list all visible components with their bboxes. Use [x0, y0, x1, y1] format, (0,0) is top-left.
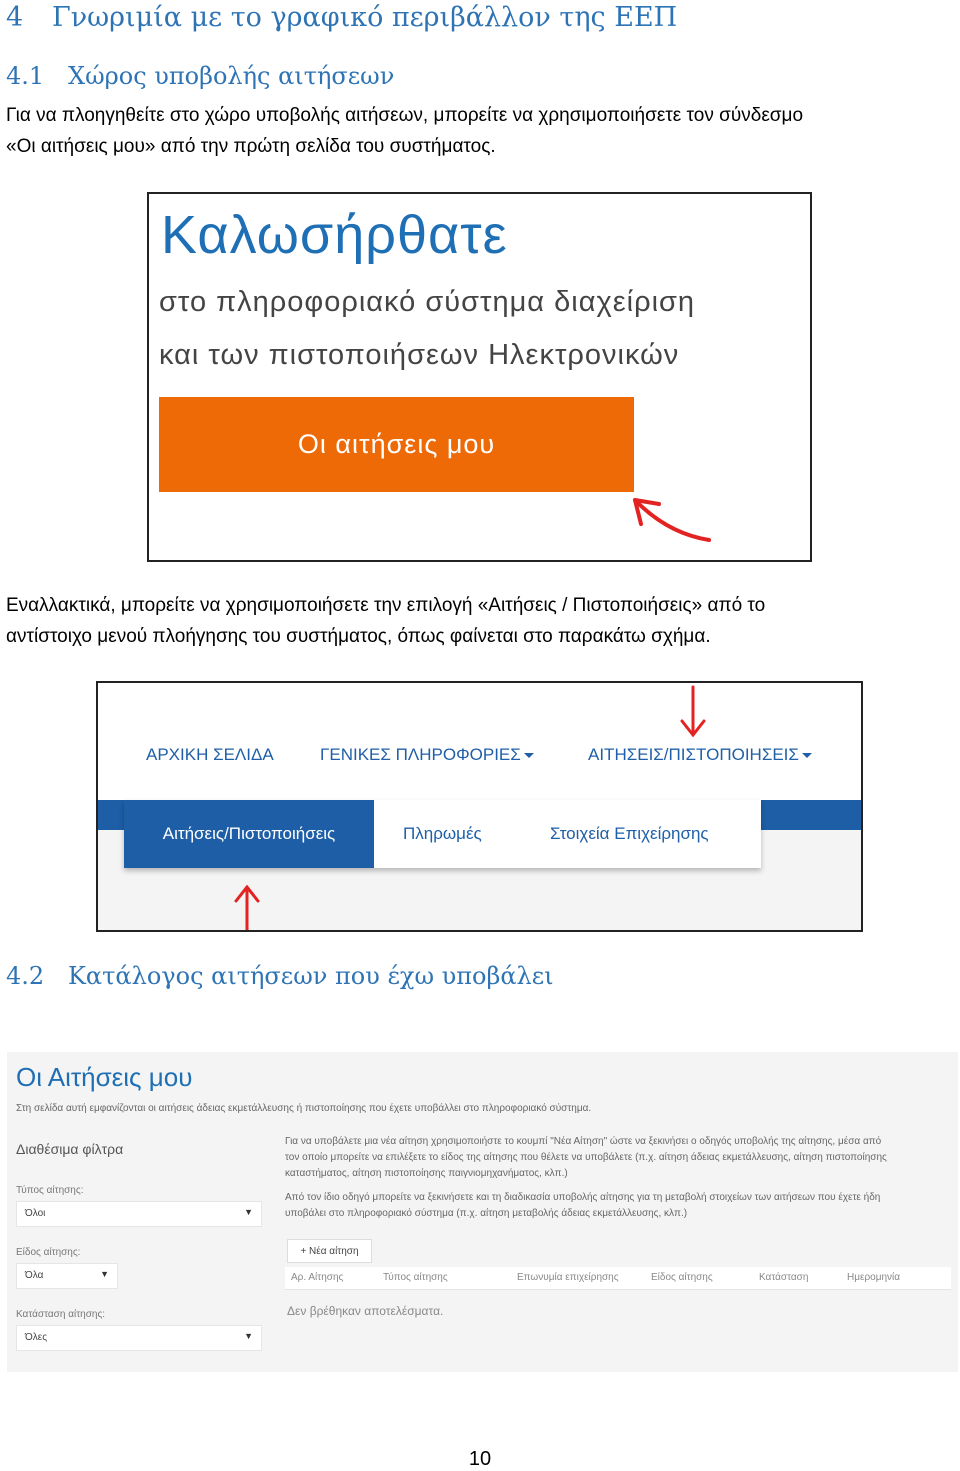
new-application-button[interactable]: + Νέα αίτηση: [287, 1239, 372, 1263]
filter-status-label: Κατάσταση αίτησης:: [16, 1309, 106, 1320]
navigation-screenshot: [96, 681, 863, 932]
red-down-arrow-icon: [678, 685, 708, 739]
section-title: Κατάλογος αιτήσεων που έχω υποβάλει: [68, 962, 554, 990]
nav-applications-menu[interactable]: [588, 745, 812, 765]
column-header[interactable]: Είδος αίτησης: [651, 1272, 713, 1283]
filters-heading: Διαθέσιμα φίλτρα: [16, 1141, 124, 1157]
nav-general-info-menu[interactable]: [320, 745, 534, 765]
section-number: 4: [6, 2, 24, 33]
dropdown-arrow-icon: ▼: [100, 1269, 109, 1279]
filter-type-label: Τύπος αίτησης:: [16, 1185, 84, 1196]
paragraph-line: Για να πλοηγηθείτε στο χώρο υποβολής αιτήσεων, μπορείτε να χρησιμοποιήσετε τον σύνδεσμο: [6, 105, 804, 126]
red-up-arrow-icon: [232, 885, 262, 932]
paragraph-line: αντίστοιχο μενού πλοήγησης του συστήματος, όπως φαίνεται στο παρακάτω σχήμα.: [6, 626, 711, 647]
tab-business-details[interactable]: Στοιχεία Επιχείρησης: [550, 824, 709, 843]
red-arrow-icon: [629, 494, 719, 554]
column-header[interactable]: Αρ. Αίτησης: [291, 1272, 344, 1283]
info-line: καταστήματος, αίτηση πιστοποίησης παιγνιομηχανήματος, κλπ.): [285, 1168, 568, 1179]
info-line: Για να υποβάλετε μια νέα αίτηση χρησιμοποιήστε το κουμπί "Νέα Αίτηση" ώστε να ξεκινήσει ο οδηγός υποβολής της αίτησης, μέσα από: [285, 1136, 882, 1147]
filter-kind-label: Είδος αίτησης:: [16, 1247, 81, 1258]
info-line: Από τον ίδιο οδηγό μπορείτε να ξεκινήσετε και τη διαδικασία υποβολής αίτησης για τη μεταβολή στοιχείων των αιτήσεων που έχετε ήδη: [285, 1192, 881, 1203]
applications-table-header: [285, 1267, 951, 1290]
column-header[interactable]: Ημερομηνία: [847, 1272, 901, 1283]
column-header[interactable]: Τύπος αίτησης: [383, 1272, 448, 1283]
my-applications-screenshot: [7, 1052, 958, 1372]
section-number: 4.2: [6, 962, 45, 990]
dropdown-arrow-icon: ▼: [244, 1207, 253, 1217]
info-line: υποβάλει στο πληροφοριακό σύστημα (π.χ. αίτηση μεταβολής άδειας εκμετάλλευσης, κλπ.): [285, 1208, 688, 1219]
info-new-application: [285, 1134, 951, 1182]
nav-general-info-label: ΓΕΝΙΚΕΣ ΠΛΗΡΟΦΟΡΙΕΣ: [320, 745, 521, 764]
section-title: Γνωριμία με το γραφικό περιβάλλον της ΕΕΠ: [52, 2, 678, 33]
info-line: τον οποίο μπορείτε να επιλέξετε το είδος της αίτησης που θέλετε να υποβάλετε (π.χ. αίτηση άδειας εκμετάλλευσης, αίτηση πιστοποίησης: [285, 1152, 887, 1163]
filter-kind-value: Όλα: [25, 1270, 44, 1281]
nav-applications-label: ΑΙΤΗΣΕΙΣ/ΠΙΣΤΟΠΟΙΗΣΕΙΣ: [588, 745, 799, 764]
column-header[interactable]: Επωνυμία επιχείρησης: [517, 1272, 619, 1283]
filter-type-select[interactable]: [16, 1201, 262, 1227]
filter-kind-select[interactable]: [16, 1263, 118, 1289]
nav-home-link[interactable]: ΑΡΧΙΚΗ ΣΕΛΙΔΑ: [146, 745, 274, 764]
tab-applications-certifications[interactable]: Αιτήσεις/Πιστοποιήσεις: [124, 800, 374, 868]
caret-down-icon: [524, 753, 534, 758]
welcome-subtitle-line2: και των πιστοποιήσεων Ηλεκτρονικών: [159, 339, 680, 371]
dropdown-arrow-icon: ▼: [244, 1331, 253, 1341]
welcome-subtitle-line1: στο πληροφοριακό σύστημα διαχείριση: [159, 286, 696, 318]
intro-paragraph: [6, 100, 954, 162]
empty-results-message: Δεν βρέθηκαν αποτελέσματα.: [287, 1304, 444, 1318]
my-applications-button[interactable]: Οι αιτήσεις μου: [159, 397, 634, 492]
section-heading-4: [6, 2, 677, 33]
filter-status-select[interactable]: [16, 1325, 262, 1351]
section-heading-4-1: [6, 62, 394, 90]
alternative-paragraph: [6, 590, 954, 652]
column-header[interactable]: Κατάσταση: [759, 1272, 809, 1283]
section-number: 4.1: [6, 62, 45, 90]
caret-down-icon: [802, 753, 812, 758]
submenu-tabs: [124, 800, 761, 868]
page-number: 10: [468, 1448, 492, 1470]
paragraph-line: «Οι αιτήσεις μου» από την πρώτη σελίδα του συστήματος.: [6, 136, 496, 157]
paragraph-line: Εναλλακτικά, μπορείτε να χρησιμοποιήσετε την επιλογή «Αιτήσεις / Πιστοποιήσεις» από το: [6, 595, 766, 616]
welcome-screenshot: [147, 192, 812, 562]
page-description: Στη σελίδα αυτή εμφανίζονται οι αιτήσεις άδειας εκμετάλλευσης ή πιστοποίησης που έχετε υποβάλλει στο πληροφοριακό σύστημα.: [16, 1103, 592, 1114]
welcome-title: Καλωσήρθατε: [161, 205, 508, 265]
section-title: Χώρος υποβολής αιτήσεων: [68, 62, 395, 90]
filter-type-value: Όλοι: [25, 1208, 46, 1219]
tab-payments[interactable]: Πληρωμές: [403, 824, 482, 843]
info-modification: [285, 1190, 951, 1222]
section-heading-4-2: [6, 962, 554, 990]
page-title: Οι Αιτήσεις μου: [16, 1062, 193, 1092]
filter-status-value: Όλες: [25, 1332, 48, 1343]
